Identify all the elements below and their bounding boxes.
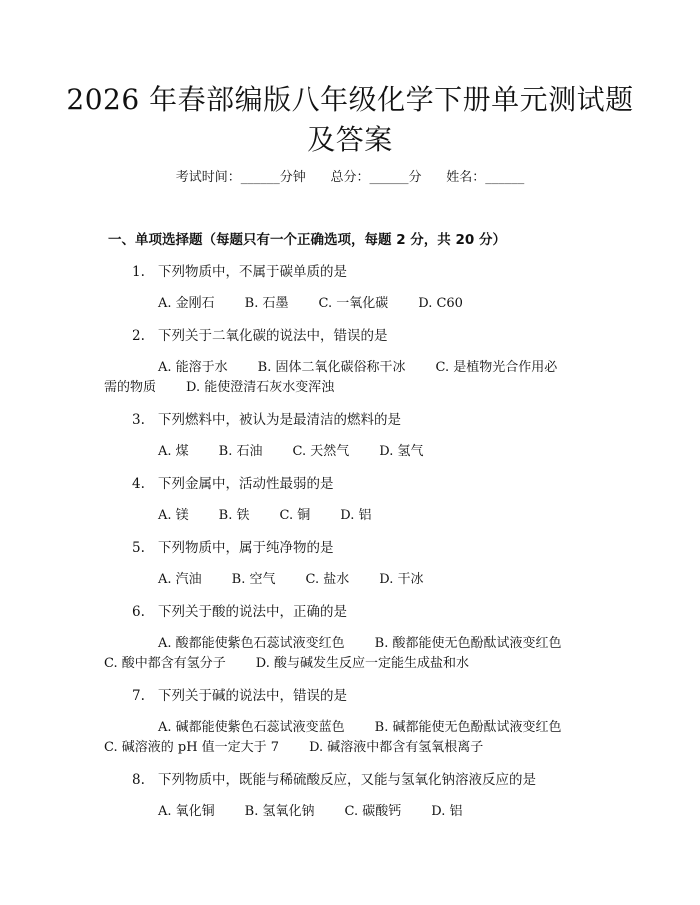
option-d: D. C60 (418, 296, 463, 311)
option-c: C. 是植物光合作用必 (435, 360, 558, 375)
option-c: C. 铜 (279, 508, 311, 523)
question-7-options-cont (104, 738, 513, 758)
question-4-options (158, 506, 401, 526)
option-d: D. 干冰 (379, 572, 424, 587)
question-number: 4. (132, 476, 145, 492)
option-a: A. 酸都能使紫色石蕊试液变红色 (158, 636, 345, 651)
question-text: 下列燃料中，被认为是最清洁的燃料的是 (158, 412, 401, 428)
question-8 (132, 770, 536, 790)
option-d: D. 碱溶液中都含有氢氧根离子 (309, 740, 484, 755)
question-number: 5. (132, 540, 145, 556)
question-number: 6. (132, 604, 145, 620)
option-a: A. 氧化铜 (158, 804, 215, 819)
option-b: B. 氢氧化钠 (244, 804, 315, 819)
option-d: D. 氢气 (379, 444, 424, 459)
option-a: A. 能溶于水 (158, 360, 228, 375)
question-6-options (158, 634, 561, 654)
question-8-options (158, 802, 492, 822)
question-4 (132, 474, 334, 494)
option-c: C. 天然气 (292, 444, 350, 459)
option-c: C. 碳酸钙 (344, 804, 402, 819)
question-number: 3. (132, 412, 145, 428)
option-d: D. 能使澄清石灰水变浑浊 (186, 380, 335, 395)
option-b: B. 碱都能使无色酚酞试液变红色 (374, 720, 562, 735)
option-b: B. 铁 (218, 508, 250, 523)
option-b: B. 石油 (218, 444, 263, 459)
option-c: C. 盐水 (305, 572, 350, 587)
question-text: 下列物质中，不属于碳单质的是 (158, 264, 347, 280)
question-number: 2. (132, 328, 145, 344)
option-c: C. 碱溶液的 pH 值一定大于 7 (104, 740, 280, 755)
question-6 (132, 602, 347, 622)
option-a: A. 煤 (158, 444, 189, 459)
question-5-options (158, 570, 453, 590)
question-text: 下列物质中，既能与稀硫酸反应，又能与氢氧化钠溶液反应的是 (158, 772, 536, 788)
option-a: A. 碱都能使紫色石蕊试液变蓝色 (158, 720, 345, 735)
question-2 (132, 326, 388, 346)
question-2-options (158, 358, 557, 378)
question-number: 8. (132, 772, 145, 788)
question-number: 7. (132, 688, 145, 704)
question-6-options-cont (104, 654, 499, 674)
page-title-line2: 及答案 (307, 123, 393, 156)
option-c-cont: 需的物质 (104, 380, 157, 395)
question-3 (132, 410, 401, 430)
question-text: 下列关于酸的说法中，正确的是 (158, 604, 347, 620)
question-1-options (158, 294, 493, 314)
option-c: C. 一氧化碳 (318, 296, 389, 311)
question-2-options-cont (104, 378, 364, 398)
option-d: D. 酸与碱发生反应一定能生成盐和水 (255, 656, 469, 671)
question-1 (132, 262, 347, 282)
page-title-line1: 2026 年春部编版八年级化学下册单元测试题 (66, 83, 634, 116)
section-title: 一、单项选择题（每题只有一个正确选项，每题 2 分，共 20 分） (108, 232, 506, 248)
question-5 (132, 538, 334, 558)
exam-info-line: 考试时间：______分钟 总分：______分 姓名：______ (175, 170, 525, 185)
question-3-options (158, 442, 453, 462)
option-b: B. 空气 (231, 572, 276, 587)
question-text: 下列金属中，活动性最弱的是 (158, 476, 334, 492)
option-a: A. 金刚石 (158, 296, 215, 311)
option-b: B. 固体二氧化碳俗称干冰 (257, 360, 406, 375)
question-7 (132, 686, 347, 706)
option-a: A. 镁 (158, 508, 189, 523)
option-d: D. 铝 (431, 804, 463, 819)
option-c: C. 酸中都含有氢分子 (104, 656, 226, 671)
question-text: 下列关于二氧化碳的说法中，错误的是 (158, 328, 388, 344)
option-a: A. 汽油 (158, 572, 202, 587)
option-b: B. 石墨 (244, 296, 289, 311)
question-text: 下列物质中，属于纯净物的是 (158, 540, 334, 556)
option-b: B. 酸都能使无色酚酞试液变红色 (374, 636, 562, 651)
option-d: D. 铝 (340, 508, 372, 523)
question-number: 1. (132, 264, 145, 280)
question-text: 下列关于碱的说法中，错误的是 (158, 688, 347, 704)
question-7-options (158, 718, 561, 738)
